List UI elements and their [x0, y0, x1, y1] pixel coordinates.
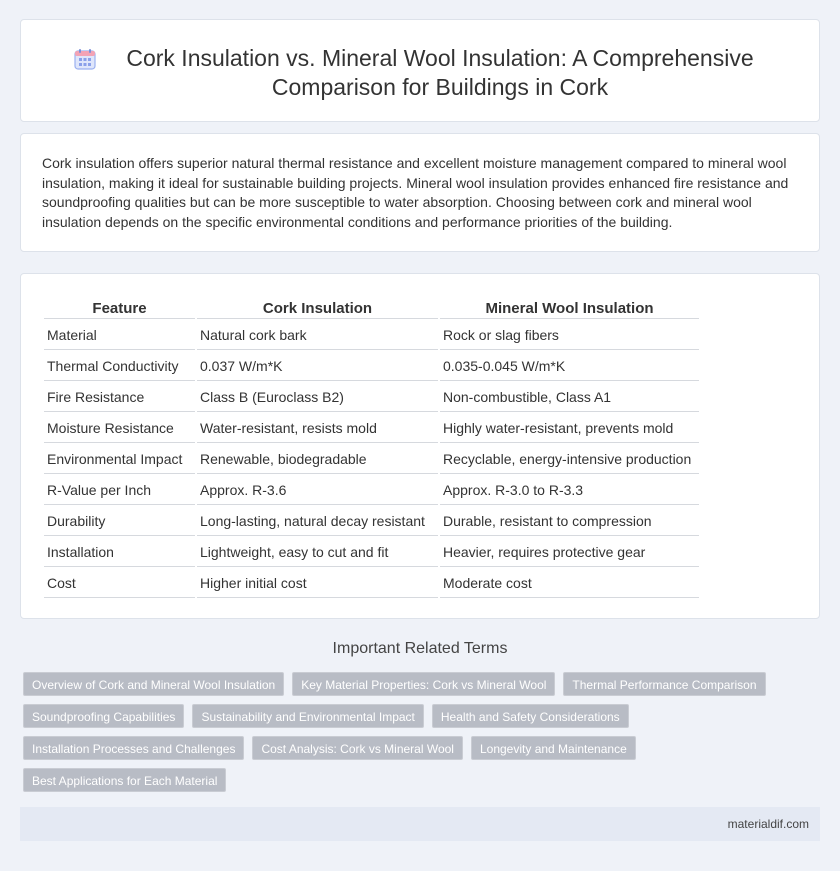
table-row	[44, 445, 699, 474]
title-wrap	[21, 44, 819, 102]
feature-cell: Cost	[44, 569, 195, 598]
feature-cell: Durability	[44, 507, 195, 536]
comparison-table	[42, 297, 701, 600]
mineral-wool-cell: Approx. R-3.0 to R-3.3	[440, 476, 699, 505]
related-term-tag[interactable]: Longevity and Maintenance	[471, 736, 636, 760]
related-terms-heading: Important Related Terms	[332, 640, 508, 657]
mineral-wool-cell: Rock or slag fibers	[440, 321, 699, 350]
mineral-wool-cell: Heavier, requires protective gear	[440, 538, 699, 567]
table-row	[44, 321, 699, 350]
intro-card	[20, 133, 820, 252]
cork-cell: Class B (Euroclass B2)	[197, 383, 438, 412]
related-term-tag[interactable]: Cost Analysis: Cork vs Mineral Wool	[252, 736, 463, 760]
table-row	[44, 383, 699, 412]
feature-cell: Moisture Resistance	[44, 414, 195, 443]
cork-cell: Higher initial cost	[197, 569, 438, 598]
related-term-tag[interactable]: Installation Processes and Challenges	[23, 736, 244, 760]
cork-cell: Long-lasting, natural decay resistant	[197, 507, 438, 536]
table-row	[44, 507, 699, 536]
mineral-wool-cell: Highly water-resistant, prevents mold	[440, 414, 699, 443]
cork-cell: Lightweight, easy to cut and fit	[197, 538, 438, 567]
feature-cell: Environmental Impact	[44, 445, 195, 474]
page-title: Cork Insulation vs. Mineral Wool Insulation: A Comprehensive Comparison for Buildings in Cork	[126, 45, 754, 100]
related-term-tag[interactable]: Thermal Performance Comparison	[563, 672, 765, 696]
mineral-wool-cell: 0.035-0.045 W/m*K	[440, 352, 699, 381]
feature-cell: R-Value per Inch	[44, 476, 195, 505]
mineral-wool-cell: Moderate cost	[440, 569, 699, 598]
table-header-row	[44, 299, 699, 319]
header-mineral-wool: Mineral Wool Insulation	[440, 299, 699, 319]
related-term-tag[interactable]: Key Material Properties: Cork vs Mineral Wool	[292, 672, 555, 696]
related-terms-list	[23, 672, 783, 800]
cork-cell: Approx. R-3.6	[197, 476, 438, 505]
calendar-icon	[73, 47, 97, 71]
cork-cell: Water-resistant, resists mold	[197, 414, 438, 443]
footer	[20, 807, 820, 841]
mineral-wool-cell: Recyclable, energy-intensive production	[440, 445, 699, 474]
table-row	[44, 476, 699, 505]
cork-cell: Renewable, biodegradable	[197, 445, 438, 474]
feature-cell: Installation	[44, 538, 195, 567]
title-card	[20, 19, 820, 122]
feature-cell: Thermal Conductivity	[44, 352, 195, 381]
cork-cell: Natural cork bark	[197, 321, 438, 350]
footer-site-link[interactable]: materialdif.com	[727, 817, 809, 831]
related-term-tag[interactable]: Sustainability and Environmental Impact	[192, 704, 423, 728]
header-feature: Feature	[44, 299, 195, 319]
comparison-card	[20, 273, 820, 619]
mineral-wool-cell: Non-combustible, Class A1	[440, 383, 699, 412]
related-term-tag[interactable]: Health and Safety Considerations	[432, 704, 629, 728]
table-row	[44, 569, 699, 598]
feature-cell: Fire Resistance	[44, 383, 195, 412]
related-term-tag[interactable]: Soundproofing Capabilities	[23, 704, 184, 728]
table-row	[44, 352, 699, 381]
feature-cell: Material	[44, 321, 195, 350]
related-term-tag[interactable]: Best Applications for Each Material	[23, 768, 226, 792]
intro-text: Cork insulation offers superior natural thermal resistance and excellent moisture management compared to mineral wool insulation, making it ideal for sustainable building projects. Mineral wool insulation provides enhanced fire resistance and soundproofing qualities but can be more susceptible to water absorption. Choosing between cork and mineral wool insulation depends on the specific environmental conditions and performance priorities of the building.	[42, 155, 789, 230]
cork-cell: 0.037 W/m*K	[197, 352, 438, 381]
related-term-tag[interactable]: Overview of Cork and Mineral Wool Insulation	[23, 672, 284, 696]
table-row	[44, 414, 699, 443]
table-row	[44, 538, 699, 567]
header-cork: Cork Insulation	[197, 299, 438, 319]
mineral-wool-cell: Durable, resistant to compression	[440, 507, 699, 536]
